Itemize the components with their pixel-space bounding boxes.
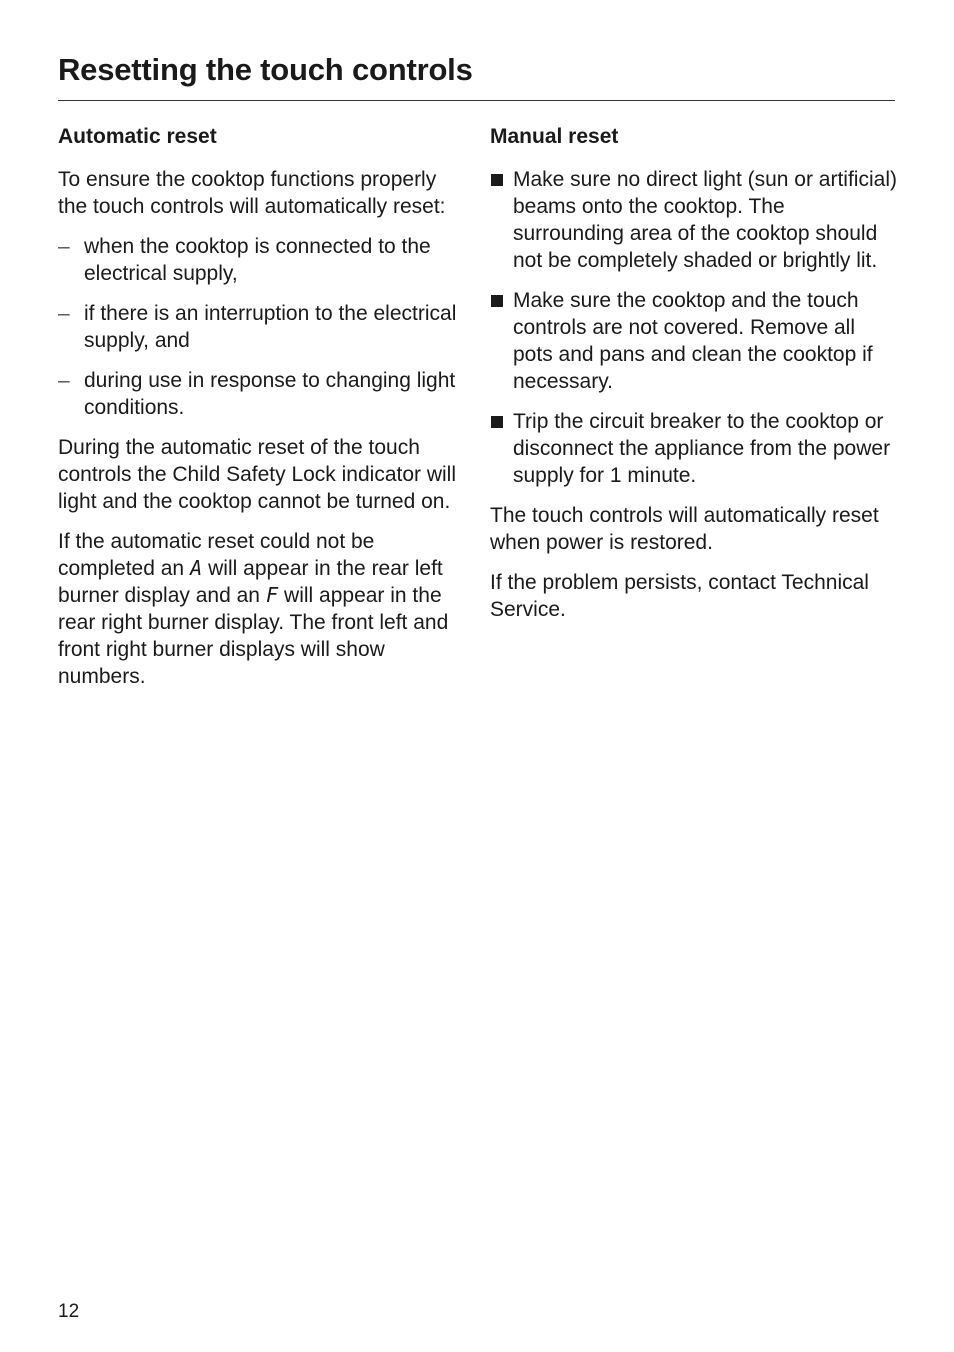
failure-text-part2: will appear in the rear left burner display and an (58, 557, 443, 607)
page-number: 12 (58, 1301, 80, 1322)
reset-failure-paragraph (58, 528, 468, 690)
list-item (490, 166, 900, 274)
automatic-reset-intro: To ensure the cooktop functions properly the touch controls will automatically reset: (58, 168, 446, 218)
list-item (58, 367, 468, 421)
square-bullet-icon (491, 295, 503, 307)
automatic-reset-column (58, 122, 468, 703)
dash-bullet: – (58, 369, 70, 392)
failure-text-part3: will appear in the rear right burner display. The front left and front right burner displays will show numbers. (58, 584, 449, 688)
condition-text: if there is an interruption to the electrical supply, and (84, 302, 457, 352)
list-item (58, 233, 468, 287)
list-item (58, 300, 468, 354)
condition-text: when the cooktop is connected to the electrical supply, (84, 235, 431, 285)
square-bullet-icon (491, 174, 503, 186)
manual-reset-steps (490, 166, 900, 489)
square-bullet-icon (491, 416, 503, 428)
automatic-reset-heading: Automatic reset (58, 125, 217, 148)
restore-note: The touch controls will automatically reset when power is restored. (490, 504, 879, 554)
failure-text-part1: If the automatic reset could not be completed an (58, 530, 375, 580)
condition-text: during use in response to changing light conditions. (84, 369, 456, 419)
dash-bullet: – (58, 235, 70, 258)
contact-note: If the problem persists, contact Technical Service. (490, 571, 869, 621)
dash-bullet: – (58, 302, 70, 325)
title-divider (58, 100, 895, 101)
step-text: Trip the circuit breaker to the cooktop or disconnect the appliance from the power supply for 1 minute. (513, 410, 891, 487)
page-title: Resetting the touch controls (58, 52, 473, 87)
display-symbol-f: F (265, 583, 279, 607)
during-reset-paragraph: During the automatic reset of the touch controls the Child Safety Lock indicator will light and the cooktop cannot be turned on. (58, 436, 457, 513)
list-item (490, 408, 900, 489)
display-symbol-a: A (190, 556, 203, 580)
manual-reset-heading: Manual reset (490, 125, 619, 148)
reset-conditions-list (58, 233, 468, 421)
step-text: Make sure the cooktop and the touch controls are not covered. Remove all pots and pans and clean the cooktop if necessary. (513, 289, 873, 393)
list-item (490, 287, 900, 395)
step-text: Make sure no direct light (sun or artificial) beams onto the cooktop. The surrounding area of the cooktop should not be completely shaded or brightly lit. (513, 168, 897, 272)
manual-reset-column (490, 122, 900, 636)
